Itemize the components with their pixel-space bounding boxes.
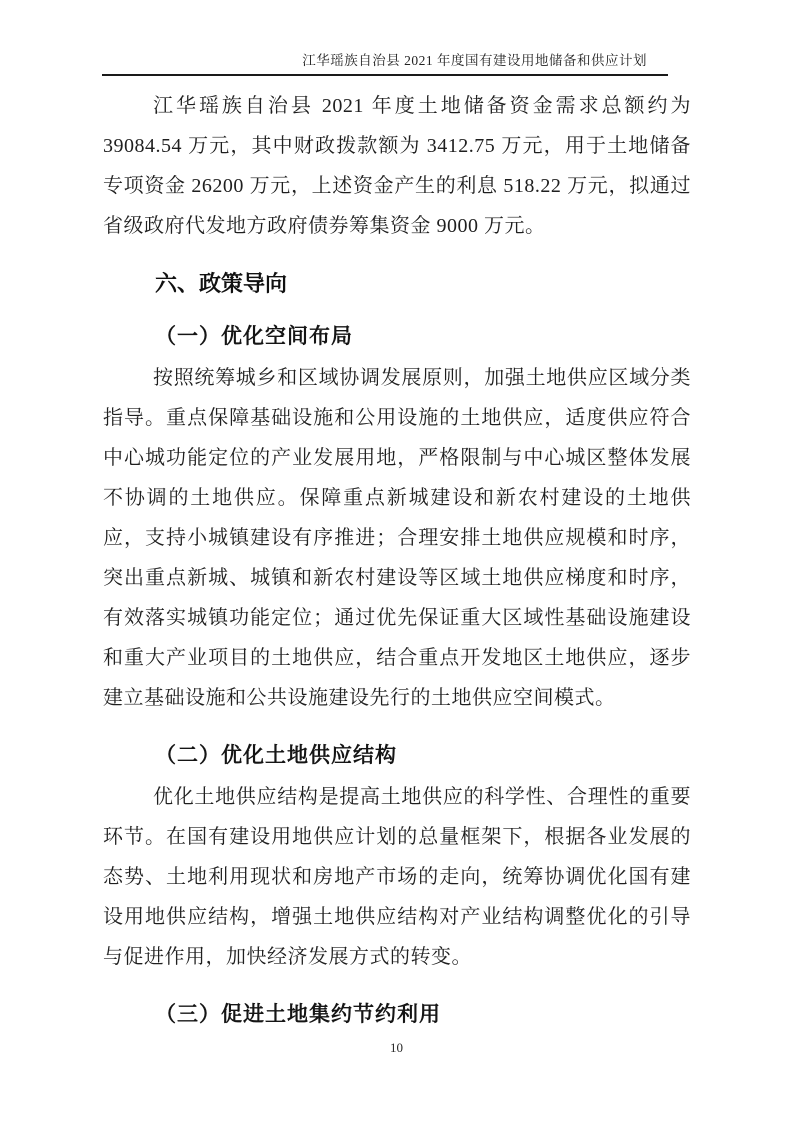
subsection-3-heading: （三）促进土地集约节约利用 — [155, 1002, 441, 1026]
page-number: 10 — [390, 1040, 403, 1055]
section-heading-policy-orientation: 六、政策导向 — [155, 271, 288, 296]
subsection-1-heading: （一）优化空间布局 — [155, 324, 353, 348]
document-body — [103, 86, 691, 1036]
running-header-title: 江华瑶族自治县 2021 年度国有建设用地储备和供应计划 — [302, 53, 647, 68]
subsection-2-heading: （二）优化土地供应结构 — [155, 743, 397, 767]
subsection-2-body: 优化土地供应结构是提高土地供应的科学性、合理性的重要环节。在国有建设用地供应计划的总量框架下，根据各业发展的态势、土地利用现状和房地产市场的走向，统筹协调优化国有建设用地供应结构，增强土地供应结构对产业结构调整优化的引导与促进作用，加快经济发展方式的转变。 — [103, 786, 691, 968]
subsection-1-body: 按照统筹城乡和区域协调发展原则，加强土地供应区域分类指导。重点保障基础设施和公用设施的土地供应，适度供应符合中心城功能定位的产业发展用地，严格限制与中心城区整体发展不协调的土地供应。保障重点新城建设和新农村建设的土地供应，支持小城镇建设有序推进；合理安排土地供应规模和时序，突出重点新城、城镇和新农村建设等区域土地供应梯度和时序，有效落实城镇功能定位；通过优先保证重大区域性基础设施建设和重大产业项目的土地供应，结合重点开发地区土地供应，逐步建立基础设施和公共设施建设先行的土地供应空间模式。 — [103, 367, 691, 709]
header-divider — [102, 74, 668, 76]
intro-paragraph: 江华瑶族自治县 2021 年度土地储备资金需求总额约为 39084.54 万元，其中财政拨款额为 3412.75 万元，用于土地储备专项资金 26200 万元，上述资金产生的利息 518.22 万元，拟通过省级政府代发地方政府债券筹集资金 9000 万元。 — [103, 95, 691, 237]
